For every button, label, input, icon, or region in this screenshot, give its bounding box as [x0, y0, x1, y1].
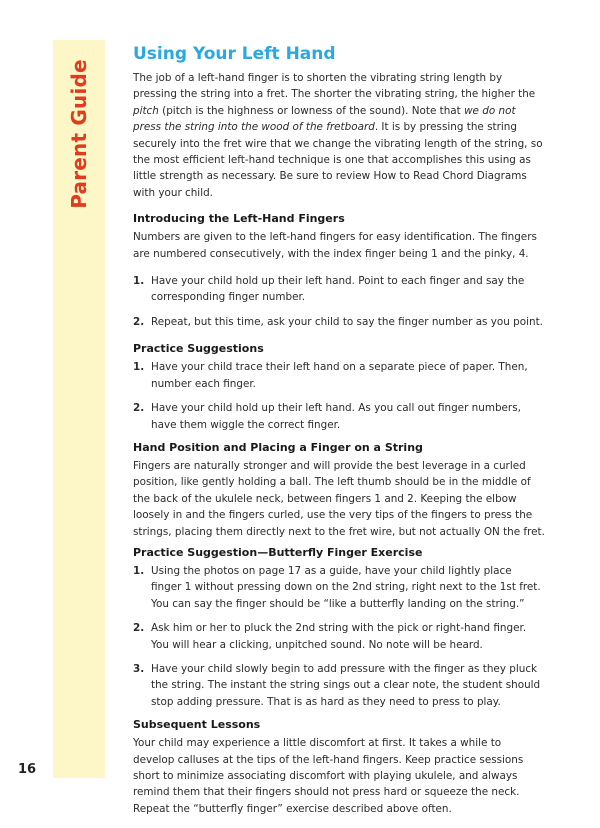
- list-item: 1. Have your child hold up their left hand. Point to each finger and say the corresponding finger number.: [133, 275, 525, 304]
- section-heading-hand-position: Hand Position and Placing a Finger on a String: [133, 440, 423, 454]
- subsequent-paragraph: Your child may experience a little discomfort at first. It takes a while to develop calluses at the tips of the left-hand fingers. Keep practice sessions short to minimize associating discomfort with playing ukulele, and always remind them that their fingers should not press hard or squeeze the neck. Repeat the “butterfly finger” exercise described above often.: [133, 737, 524, 815]
- sidebar-label: Parent Guide: [67, 59, 91, 209]
- butterfly-list: [133, 563, 545, 710]
- section-heading-subsequent: Subsequent Lessons: [133, 718, 261, 732]
- section-heading-introducing: Introducing the Left-Hand Fingers: [133, 212, 345, 226]
- introducing-list: [133, 273, 545, 330]
- list-item: 2. Ask him or her to pluck the 2nd string with the pick or right-hand finger. You will hear a clicking, unpitched sound. No note will be heard.: [133, 622, 527, 651]
- introducing-paragraph: Numbers are given to the left-hand fingers for easy identification. The fingers are numbered consecutively, with the index finger being 1 and the pinky, 4.: [133, 231, 537, 260]
- list-item: 1. Have your child trace their left hand on a separate piece of paper. Then, number each finger.: [133, 361, 528, 390]
- page-title: Using Your Left Hand: [133, 44, 336, 64]
- section-heading-butterfly: Practice Suggestion—Butterfly Finger Exercise: [133, 545, 423, 559]
- intro-paragraph: The job of a left-hand finger is to shorten the vibrating string length by pressing the string into a fret. The shorter the vibrating string, the higher the pitch (pitch is the highness or lowness of the sound). Note that we do not press the string into the wood of the fretboard. It is by pressing the string securely into the fret wire that we change the vibrating length of the string, so the most efficient left-hand technique is one that accomplishes this using as little strength as necessary. Be sure to review How to Read Chord Diagrams with your child.: [133, 72, 543, 199]
- list-item: 2. Repeat, but this time, ask your child to say the finger number as you point.: [133, 315, 543, 328]
- list-item: 3. Have your child slowly begin to add pressure with the finger as they pluck the string. The instant the string sings out a clear note, the student should stop adding pressure. That is as hard as they need to press to play.: [133, 662, 541, 708]
- practice-list: [133, 359, 545, 433]
- list-item: 2. Have your child hold up their left hand. As you call out finger numbers, have them wiggle the correct finger.: [133, 402, 521, 431]
- list-item: 1. Using the photos on page 17 as a guide, have your child lightly place finger 1 without pressing down on the 2nd string, right next to the 1st fret. You can say the finger should be “like a butterfly landing on the string.”: [133, 564, 541, 610]
- page-content: [133, 44, 545, 828]
- page-number: 16: [18, 762, 37, 777]
- section-heading-practice: Practice Suggestions: [133, 342, 264, 356]
- hand-position-paragraph: Fingers are naturally stronger and will provide the best leverage in a curled position, like gently holding a ball. The left thumb should be in the middle of the back of the ukulele neck, between fingers 1 and 2. Keeping the elbow loosely in and the fingers curled, use the very tips of the fingers to press the strings, placing them directly next to the fret wire, but not actually ON the fret.: [133, 459, 545, 538]
